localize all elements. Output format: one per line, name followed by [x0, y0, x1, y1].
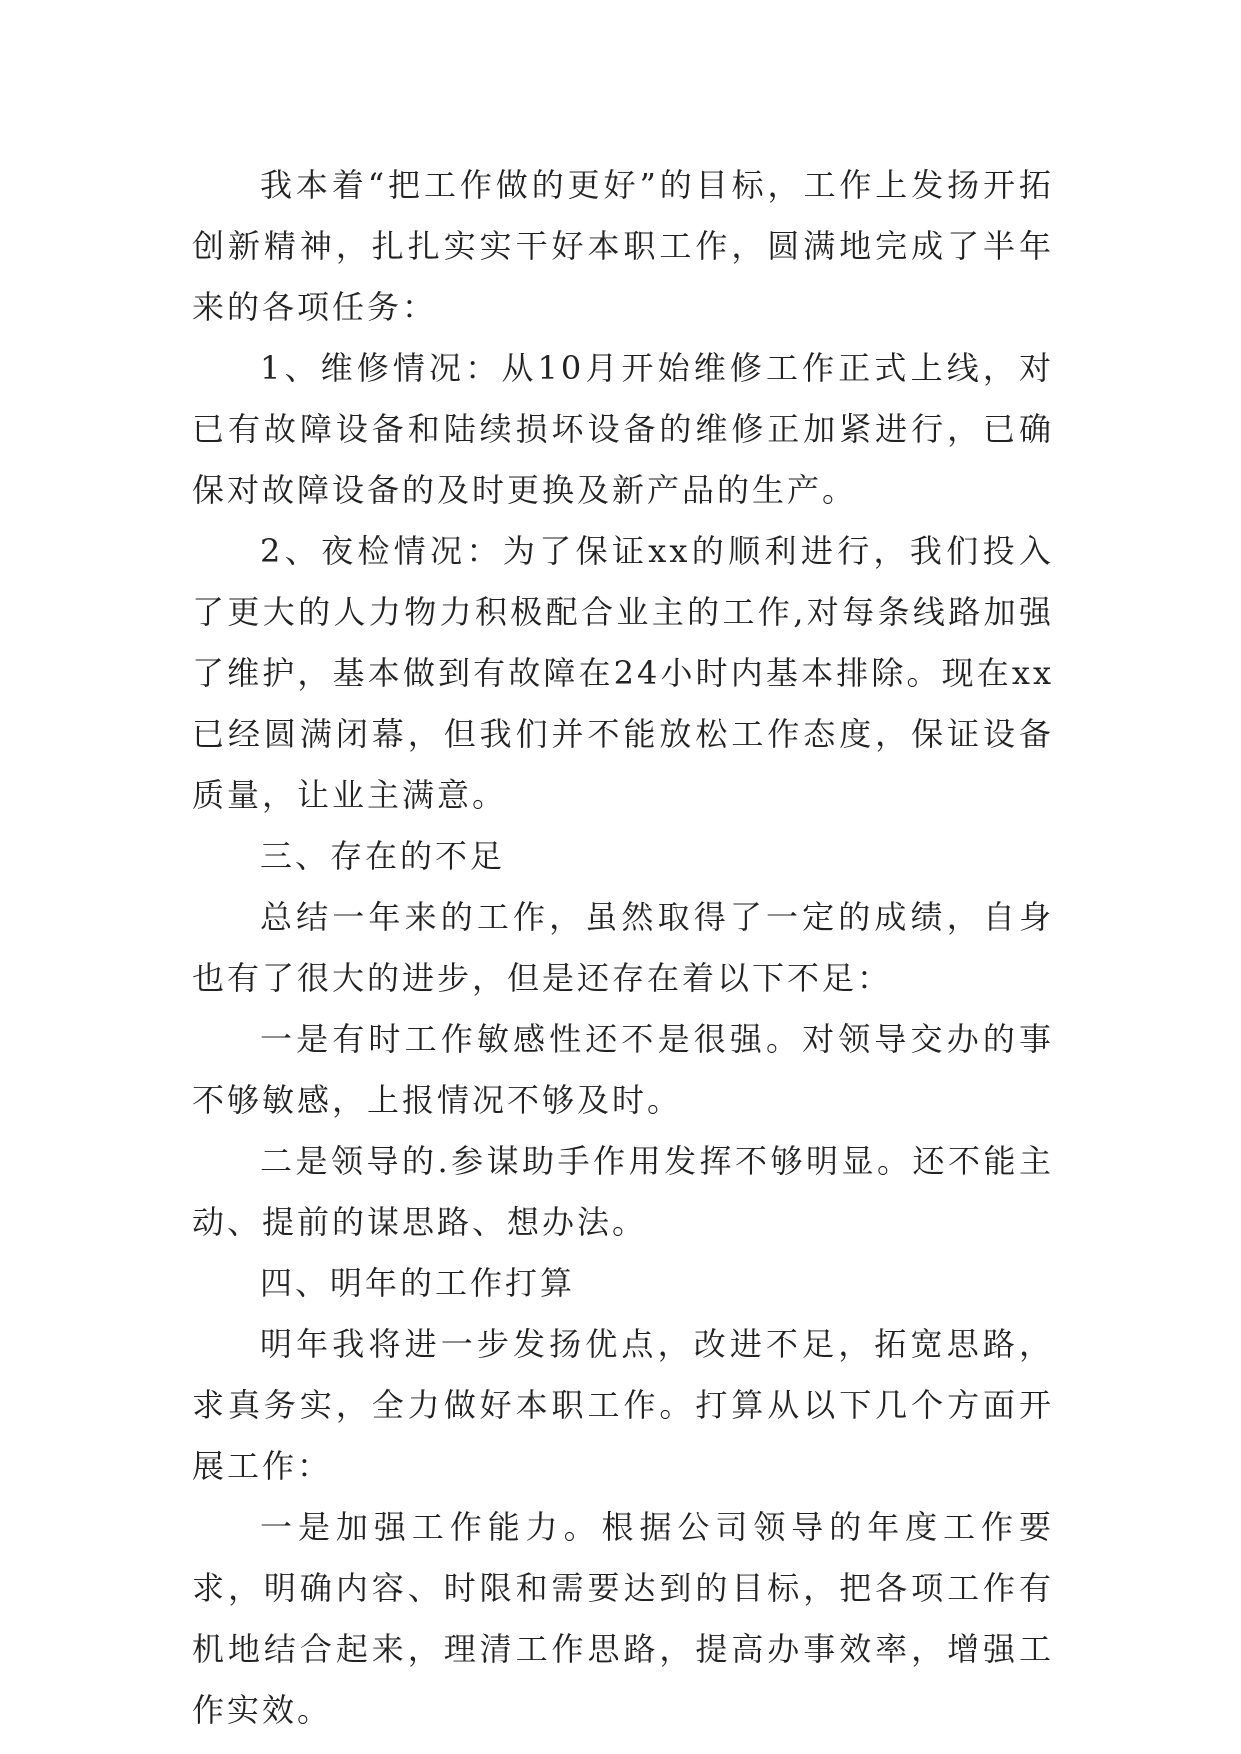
heading-shortcomings: 三、存在的不足 — [260, 837, 506, 875]
paragraph-night-inspection: 2、夜检情况：为了保证xx的顺利进行，我们投入了更大的人力物力积极配合业主的工作,对每条线路加强了维护，基本做到有故障在24小时内基本排除。现在xx已经圆满闭幕，但我们并不能放松工作态度，保证设备质量，让业主满意。 — [192, 532, 1054, 814]
paragraph-intro: 我本着“把工作做的更好”的目标，工作上发扬开拓创新精神，扎扎实实干好本职工作，圆满地完成了半年来的各项任务： — [192, 166, 1054, 326]
paragraph-shortcoming-two: 二是领导的.参谋助手作用发挥不够明显。还不能主动、提前的谋思路、想办法。 — [192, 1142, 1054, 1241]
paragraph-shortcoming-one: 一是有时工作敏感性还不是很强。对领导交办的事不够敏感，上报情况不够及时。 — [192, 1020, 1054, 1119]
document-body — [192, 155, 1054, 1741]
paragraph-plan-summary: 明年我将进一步发扬优点，改进不足，拓宽思路，求真务实，全力做好本职工作。打算从以下几个方面开展工作： — [192, 1325, 1054, 1485]
heading-next-year-plan: 四、明年的工作打算 — [260, 1264, 576, 1302]
paragraph-plan-one: 一是加强工作能力。根据公司领导的年度工作要求，明确内容、时限和需要达到的目标，把各项工作有机地结合起来，理清工作思路，提高办事效率，增强工作实效。 — [192, 1508, 1054, 1729]
paragraph-maintenance: 1、维修情况：从10月开始维修工作正式上线，对已有故障设备和陆续损坏设备的维修正加紧进行，已确保对故障设备的及时更换及新产品的生产。 — [192, 349, 1054, 509]
paragraph-shortcomings-summary: 总结一年来的工作，虽然取得了一定的成绩，自身也有了很大的进步，但是还存在着以下不足： — [192, 898, 1054, 997]
